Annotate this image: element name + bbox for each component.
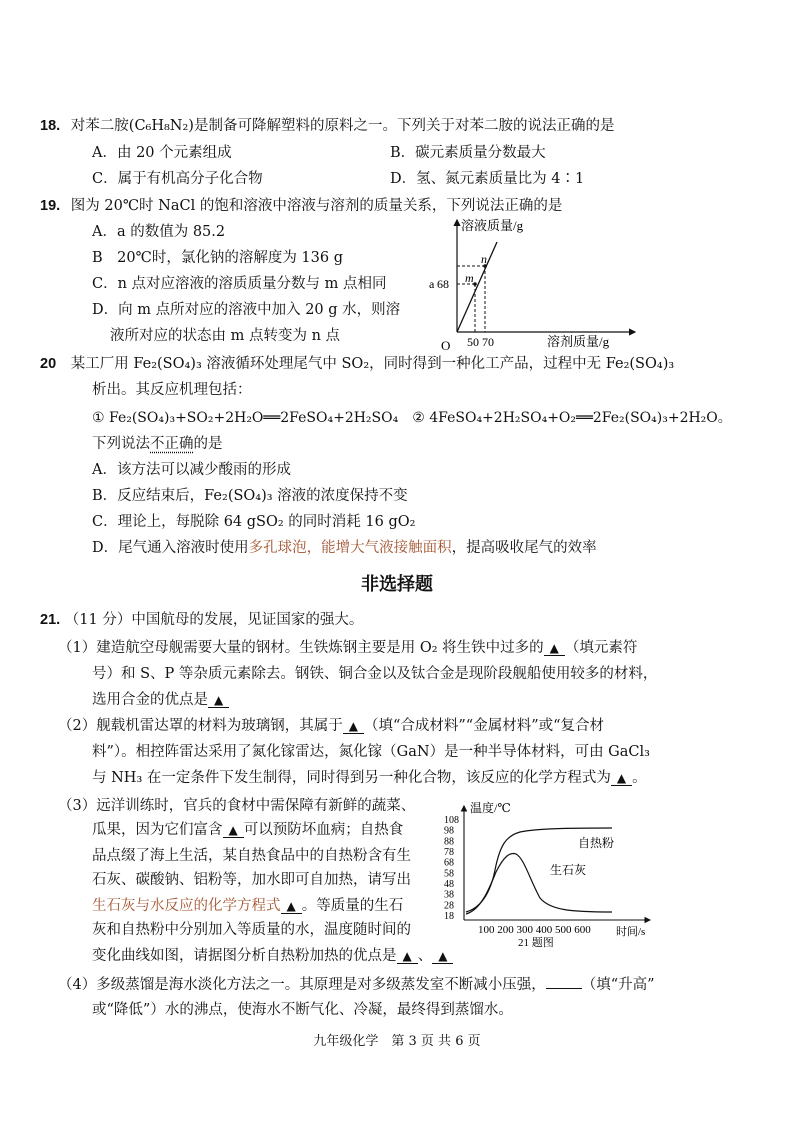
q21-p4-text1a: （4）多级蒸馏是海水淡化方法之一。其原理是对多级蒸发室不断减小压强， [58, 977, 546, 993]
q19-y-prefix: a [429, 277, 435, 291]
q21-y-tick-label: 48 [444, 879, 454, 890]
q20-equations: ① Fe₂(SO₄)₃+SO₂+2H₂O══2FeSO₄+2H₂SO₄ ② 4FeSO₄+2H₂SO₄+O₂══2Fe₂(SO₄)₃+2H₂O。 [92, 410, 732, 426]
q19-point-m [473, 282, 477, 286]
q21-y-label: 温度/℃ [470, 801, 511, 815]
q20-stem-line2: 析出。其反应机理包括： [92, 382, 252, 398]
q21-p3-line2 [92, 820, 403, 840]
q19-option-c: C．n 点对应溶液的溶质质量分数与 m 点相同 [92, 276, 387, 292]
q21-p2-text1: （2）舰载机雷达罩的材料为玻璃钢，其属于 [58, 718, 343, 734]
q20-option-c: C．理论上，每脱除 64 gSO₂ 的同时消耗 16 gO₂ [92, 514, 416, 530]
q19-option-d-line1: D．向 m 点所对应的溶液中加入 20 g 水，则溶 [92, 302, 401, 318]
q21-y-tick-label: 108 [444, 815, 459, 826]
q21-number: 21. [40, 612, 61, 628]
q18-option-a: A．由 20 个元素组成 [92, 145, 232, 161]
q21-series-quicklime [466, 854, 612, 914]
q19-number: 19. [40, 198, 61, 214]
q21-y-tick-label: 28 [444, 900, 454, 912]
q19-y-tick: 68 [437, 277, 449, 291]
q21-p4-text1b: （填“升高” [581, 977, 655, 993]
q21-y-tick-label: 88 [444, 836, 454, 848]
q21-p1-text1: （1）建造航空母舰需要大量的钢材。生铁炼钢主要是用 O₂ 将生铁中过多的 [58, 640, 544, 656]
q19-option-d-line2: 液所对应的状态由 m 点转变为 n 点 [110, 328, 341, 344]
q19-label-n: n [481, 252, 487, 266]
blank-3: ▲ [343, 719, 364, 734]
q21-p2-text1b: （填“合成材料”“金属材料”或“复合材 [363, 718, 605, 734]
blank-5: ▲ [223, 823, 244, 838]
q20-ask-post: 的是 [193, 436, 223, 452]
q21-p2-text3b: 。 [632, 770, 647, 786]
q20-ask [92, 434, 223, 454]
q21-p3-line1: （3）远洋训练时，官兵的食材中需保障有新鲜的蔬菜、 [58, 798, 416, 814]
q19-option-b: B 20℃时，氯化钠的溶解度为 136 g [92, 250, 344, 266]
q20-ask-pre: 下列说法 [92, 436, 150, 452]
q21-legend-heat-powder: 自热粉 [578, 836, 615, 850]
q19-option-a: A．a 的数值为 85.2 [92, 224, 226, 240]
q19-chart [425, 212, 650, 352]
q21-p4-line2: 或“降低”）水的沸点，使海水不断气化、冷凝，最终得到蒸馏水。 [92, 1002, 513, 1018]
q21-chart [440, 800, 660, 948]
q21-p3-line3: 品点缀了海上生活，某自热食品中的自热粉含有生 [92, 848, 411, 864]
q21-p3-text2a: 瓜果，因为它们富含 [92, 822, 223, 838]
q21-p3-text5b: 。等质量的生石 [301, 898, 404, 914]
q21-x-ticks: 100 200 300 400 500 600 [478, 924, 591, 936]
q18-text: 对苯二胺(C₆H₈N₂)是制备可降解塑料的原料之一。下列关于对苯二胺的说法正确的是 [70, 118, 615, 134]
q18-number: 18. [40, 118, 61, 134]
q21-y-tick-label: 68 [444, 857, 454, 869]
q19-line [457, 242, 497, 332]
q20-option-b: B．反应结束后，Fe₂(SO₄)₃ 溶液的浓度保持不变 [92, 488, 408, 504]
q21-caption: 21 题图 [518, 937, 554, 948]
q21-p3-line4: 石灰、碳酸钠、铝粉等，加水即可自加热，请写出 [92, 872, 411, 888]
q20-option-a: A．该方法可以减少酸雨的形成 [92, 462, 291, 478]
q20-text: 某工厂用 Fe₂(SO₄)₃ 溶液循环处理尾气中 SO₂，同时得到一种化工产品，过程中无 Fe₂(SO₄)₃ [70, 356, 675, 372]
q18-stem [40, 116, 614, 136]
q21-p1-text3: 选用合金的优点是 [92, 692, 208, 708]
blank-6: ▲ [281, 899, 302, 914]
q21-p3-line7 [92, 946, 453, 966]
q21-y-ticks [444, 815, 459, 922]
q21-p1-line1 [58, 638, 637, 658]
q20-option-d-post: ，提高吸收尾气的效率 [451, 540, 597, 556]
blank-1: ▲ [544, 641, 565, 656]
q21-p1-text1b: （填元素符 [564, 640, 638, 656]
q21-legend-quicklime: 生石灰 [550, 863, 587, 877]
q21-p3-text7b: 、 [417, 948, 433, 964]
q21-y-tick-label: 38 [444, 889, 454, 901]
q18-option-c: C．属于有机高分子化合物 [92, 171, 263, 187]
q21-y-tick-label: 58 [444, 868, 454, 880]
q21-head-text: （11 分）中国航母的发展，见证国家的强大。 [64, 612, 364, 628]
blank-2: ▲ [208, 693, 229, 708]
q19-label-m: m [465, 271, 474, 285]
q19-x-label: 溶剂质量/g [547, 334, 610, 349]
q21-p1-line2: 号）和 S、P 等杂质元素除去。钢铁、铜合金以及钛合金是现阶段舰船使用较多的材料， [92, 666, 658, 682]
q21-p4-line1 [58, 974, 655, 995]
q18-option-b: B．碳元素质量分数最大 [390, 145, 546, 161]
blank-8: ▲ [432, 949, 453, 964]
blank-9 [546, 974, 582, 989]
blank-7: ▲ [397, 949, 418, 964]
q19-origin: O [441, 338, 451, 352]
page-footer: 九年级化学 第 3 页 共 6 页 [313, 1034, 481, 1049]
q21-p2-line2: 料”）。相控阵雷达采用了氮化镓雷达，氮化镓（GaN）是一种半导体材料，可由 GaCl₃ [92, 744, 650, 760]
q18-option-d: D．氢、氮元素质量比为 4∶1 [390, 171, 585, 187]
q20-option-d [92, 538, 597, 558]
q19-y-label: 溶液质量/g [461, 218, 524, 233]
q20-stem-line1 [40, 354, 674, 374]
q21-x-label: 时间/s [616, 926, 646, 938]
q21-p3-text5a: 生石灰与水反应的化学方程式 [92, 898, 281, 914]
q21-p2-text3: 与 NH₃ 在一定条件下发生制得，同时得到另一种化合物，该反应的化学方程式为 [92, 770, 611, 786]
q20-option-d-highlight: 多孔球泡，能增大气液接触面积 [248, 540, 452, 556]
q19-text: 图为 20℃时 NaCl 的饱和溶液中溶液与溶剂的质量关系，下列说法正确的是 [70, 198, 563, 214]
q21-p2-line3 [92, 768, 647, 788]
q21-y-tick-label: 78 [444, 847, 454, 858]
q21-p1-line3 [92, 690, 229, 710]
q20-number: 20 [40, 356, 57, 372]
q21-head [40, 610, 363, 630]
q21-p3-line5 [92, 896, 403, 916]
q20-ask-emph: 不正确 [150, 436, 194, 452]
q21-p3-line6: 灰和自热粉中分别加入等质量的水，温度随时间的 [92, 922, 411, 938]
q21-p3-text7: 变化曲线如图，请据图分析自热粉加热的优点是 [92, 948, 397, 964]
section-title: 非选择题 [361, 574, 433, 595]
q21-y-tick-label: 18 [444, 911, 454, 922]
q21-y-tick-label: 98 [444, 825, 454, 837]
q20-option-d-pre: D．尾气通入溶液时使用 [92, 540, 249, 556]
blank-4: ▲ [611, 771, 632, 786]
q21-p3-text2b: 可以预防坏血病；自热食 [243, 822, 404, 838]
q19-x-ticks: 50 70 [467, 335, 494, 349]
q21-p2-line1 [58, 716, 604, 736]
